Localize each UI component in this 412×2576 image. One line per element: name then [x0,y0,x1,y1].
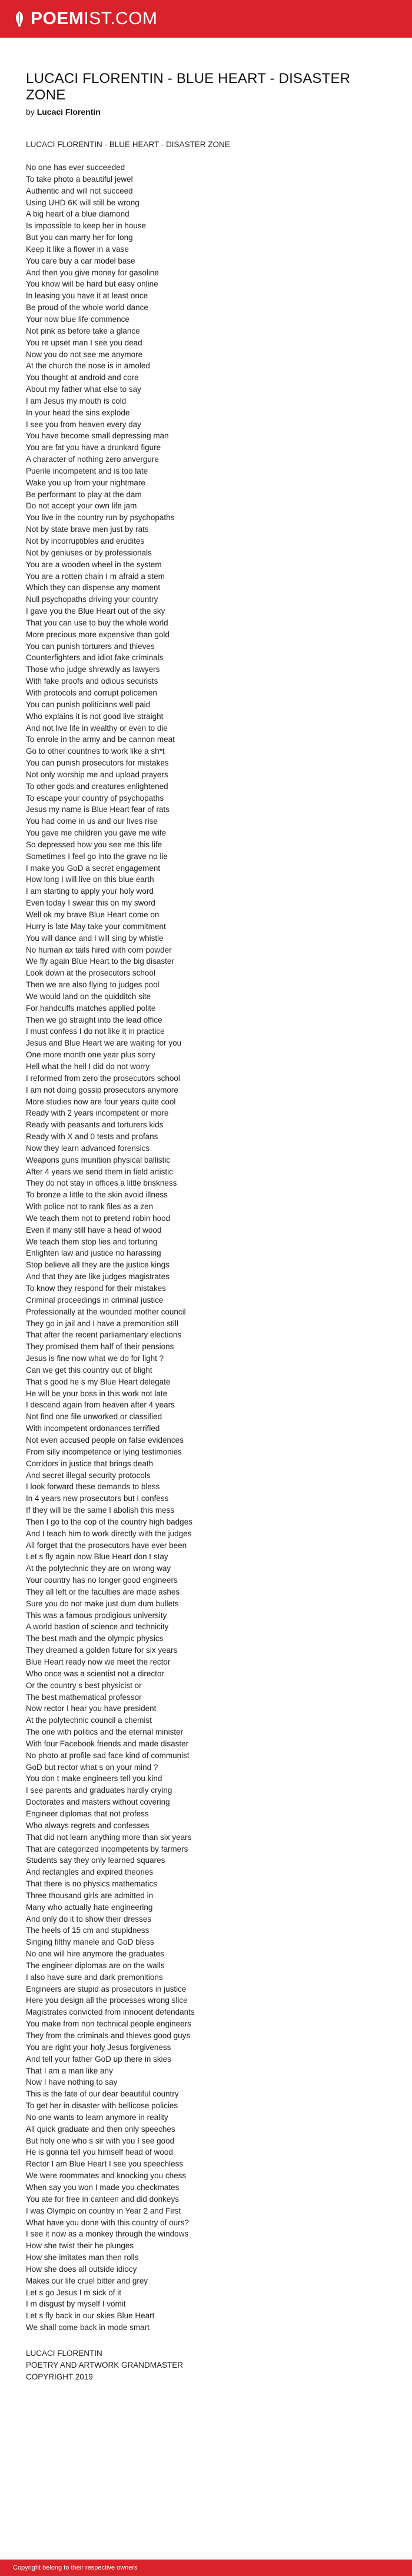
poem-line: You will dance and I will sing by whistle [26,933,164,943]
poem-line: Or the country s best physicist or [26,1680,142,1690]
poem-line: Stop believe all they are the justice kings [26,1260,170,1270]
poem-line: I see parents and graduates hardly crying [26,1786,172,1795]
poem-line: Sometimes I feel go into the grave no lie [26,851,168,861]
poem-line: You gave me children you gave me wife [26,828,167,838]
poem-line: He is gonna tell you himself head of wood [26,2148,173,2157]
poem-line: We were roommates and knocking you chess [26,2171,187,2181]
poem-line: With incompetent ordonances terrified [26,1424,160,1433]
poem-line: Now rector I hear you have president [26,1704,157,1713]
poem-line: Null psychopaths driving your country [26,595,158,604]
poem-line: No photo at profile sad face kind of communist [26,1750,190,1760]
poem-line: Go to other countries to work like a sh*t [26,747,165,756]
poem-inner-title: LUCACI FLORENTIN - BLUE HEART - DISASTER ZONE [26,140,230,149]
poem-line: After 4 years we send them in field artistic [26,1167,173,1176]
poem-line: I make you GoD a secret engagement [26,863,161,873]
poem-line: And not live life in wealthy or even to die [26,723,168,733]
poem-line: Ready with 2 years incompetent or more [26,1109,169,1118]
logo-text [31,9,158,29]
poem-line: Not find one file unworked or classified [26,1412,162,1422]
credit-line: POETRY AND ARTWORK GRANDMASTER [26,2360,184,2369]
poem-line: That after the recent parliamentary elections [26,1330,182,1340]
poem-line: Look down at the prosecutors school [26,969,155,978]
poem-line: You are fat you have a drunkard figure [26,443,161,452]
poem-line: One more month one year plus sorry [26,1050,155,1060]
poem-line: I must confess I do not like it in practice [26,1027,165,1036]
poem-line: Authentic and will not succeed [26,186,133,195]
poem-line: They from the criminals and thieves good guys [26,2031,191,2040]
poem-line: More studies now are four years quite cool [26,1097,176,1106]
poem-line: To take photo a beautiful jewel [26,174,133,184]
poem-line: They promised them half of their pensions [26,1342,174,1352]
poem-line: Sure you do not make just dum dum bullets [26,1599,179,1608]
poem-line: You can punish torturers and thieves [26,641,155,651]
poem-line: Then we are also flying to judges pool [26,980,160,990]
poem-line: But you can marry her for long [26,233,133,242]
poem-line: Hell what the hell I did do not worry [26,1061,150,1071]
poem-line: Blue Heart ready now we meet the rector [26,1658,171,1666]
poem-line: Not even accused people on false evidences [26,1435,184,1445]
poem-line: Weapons guns munition physical ballistic [26,1155,171,1164]
poem-line: They all left or the faculties are made ashes [26,1587,180,1596]
poem-line: Criminal proceedings in criminal justice [26,1295,164,1304]
poem-line: Not by state brave men just by rats [26,525,149,534]
poem-line: To get her in disaster with bellicose policies [26,2101,178,2111]
poem-line: To escape your country of psychopaths [26,793,164,803]
poem-line: You care buy a car model base [26,256,135,265]
poem-line: With four Facebook friends and made disaster [26,1739,189,1748]
poem-line: If they will be the same I abolish this mess [26,1506,175,1515]
poem-line: We teach them not to pretend robin hood [26,1213,171,1223]
poem-line: Makes our life cruel bitter and grey [26,2276,148,2285]
poem-line: GoD but rector what s on your mind ? [26,1762,158,1772]
poem-line: Rector I am Blue Heart I see you speechless [26,2159,184,2169]
poem-line: No one will hire anymore the graduates [26,1949,164,1959]
poem-line: Ready with X and 0 tests and profans [26,1132,158,1141]
poem-line: Now you do not see me anymore [26,350,143,359]
poem-line: When say you won I made you checkmates [26,2182,180,2192]
author-link[interactable]: Lucaci Florentin [36,107,101,117]
poem-line: They do not stay in offices a little briskness [26,1179,177,1188]
poem-line: I look forward these demands to bless [26,1482,160,1492]
poem-line: A world bastion of science and technicity [26,1622,169,1632]
poem-line: We would land on the quidditch site [26,991,151,1001]
poem-line: The best mathematical professor [26,1692,142,1702]
poem-line: Not only worship me and upload prayers [26,770,168,779]
poem-line: I see it now as a monkey through the windows [26,2229,189,2239]
poem-line: Then we go straight into the lead office [26,1015,162,1024]
poem-line: I am Jesus my mouth is cold [26,396,127,405]
credit-line: LUCACI FLORENTIN [26,2348,102,2358]
poem-line: And then you give money for gasoline [26,268,159,277]
poem-line: This was a famous prodigious university [26,1610,167,1620]
poem-line: Enlighten law and justice no harassing [26,1249,161,1258]
poem-line: You make from non technical people engineers [26,2019,191,2029]
poem-line: This is the fate of our dear beautiful country [26,2089,179,2099]
poem-line: I reformed from zero the prosecutors school [26,1073,180,1083]
poem-line: About my father what else to say [26,385,141,394]
poem-line: No human ax tails hired with corn powder [26,945,172,954]
poem-line: You have become small depressing man [26,431,169,441]
site-footer [0,2560,412,2576]
poem-line: I gave you the Blue Heart out of the sky [26,607,165,616]
poem-line: Many who actually hate engineering [26,1902,153,1912]
poem-page [0,38,412,2382]
poem-line: You are a wooden wheel in the system [26,560,162,569]
quill-pen-icon [13,11,26,27]
poem-line: Hurry is late May take your commitment [26,921,166,931]
poem-line: All quick graduate and then only speeches [26,2124,175,2134]
poem-line: No one has ever succeeded [26,163,125,172]
poem-line: In your head the sins explode [26,408,130,417]
poem-line: Doctorates and masters without covering [26,1798,170,1807]
credit-line: COPYRIGHT 2019 [26,2372,93,2381]
poem-line: A character of nothing zero anvergure [26,455,159,464]
poem-line: I also have sure and dark premonitions [26,1972,163,1982]
poem-line: Singing filthy manele and GoD bless [26,1938,154,1947]
poem-line: And rectangles and expired theories [26,1868,154,1877]
poem-line: To bronze a little to the skin avoid illness [26,1190,168,1200]
poem-line: And that they are like judges magistrates [26,1272,170,1282]
poem-line: Not by geniuses or by professionals [26,548,152,557]
byline-prefix: by [26,107,35,117]
poem-line: I descend again from heaven after 4 years [26,1400,175,1410]
page-title: LUCACI FLORENTIN - BLUE HEART - DISASTER ZONE [26,71,351,103]
poem-line: Using UHD 6K will still be wrong [26,198,139,207]
poem-line: You re upset man I see you dead [26,338,142,347]
poem-line: At the polytechnic council a chemist [26,1716,152,1725]
site-logo[interactable] [13,9,158,29]
poem-line: Who once was a scientist not a director [26,1669,164,1678]
poem-line: He will be your boss in this work not late [26,1389,168,1398]
poem-line: Then I go to the cop of the country high badges [26,1517,192,1526]
poem-line: Now I have nothing to say [26,2078,118,2087]
poem-line: Well ok my brave Blue Heart come on [26,910,160,919]
poem-line: You don t make engineers tell you kind [26,1774,162,1783]
poem-line: Jesus and Blue Heart we are waiting for you [26,1039,182,1048]
poem-line: Do not accept your own life jam [26,501,137,511]
poem-line: And tell your father GoD up there in skies [26,2054,171,2064]
poem-line: That you can use to buy the whole world [26,618,168,627]
poem-line: I am starting to apply your holy word [26,887,154,896]
poem-line: We fly again Blue Heart to the big disaster [26,957,174,966]
poem-line: Wake you up from your nightmare [26,478,145,487]
footer-copyright: Copyright belong to their respective owners [13,2564,138,2571]
poem-line: You ate for free in canteen and did donkeys [26,2194,179,2204]
poem-line: And secret illegal security protocols [26,1470,151,1480]
poem-credits [26,2348,386,2383]
poem-line: Students say they only learned squares [26,1856,165,1865]
poem-line: They dreamed a golden future for six years [26,1646,178,1655]
poem-line: Let s fly again now Blue Heart don t stay [26,1552,168,1562]
poem-line: Jesus my name is Blue Heart fear of rats [26,805,170,814]
poem-line: Ready with peasants and torturers kids [26,1120,164,1130]
poem-line: Your country has no longer good engineers [26,1576,178,1585]
poem-line: Those who judge shrewdly as lawyers [26,665,160,674]
poem-line: How she twist their he plunges [26,2241,134,2251]
poem-line: Corridors in justice that brings death [26,1459,154,1468]
poem-line: But holy one who s sir with you I see good [26,2136,175,2145]
poem-line: Puerile incompetent and is too late [26,466,148,475]
poem-line: With police not to rank files as a zen [26,1202,154,1212]
logo-thin: IST.COM [84,9,158,28]
poem-line: Which they can dispense any moment [26,583,161,593]
poem-line: To enrole in the army and be cannon meat [26,735,175,744]
poem-line: From silly incompetence or lying testimonies [26,1447,182,1456]
poem-line: With protocols and corrupt policemen [26,688,157,697]
poem-line: With fake proofs and odious securists [26,677,158,686]
poem-line: That s good he s my Blue Heart delegate [26,1377,171,1386]
byline [26,107,386,117]
poem-line: In 4 years new prosecutors but I confess [26,1494,169,1503]
poem-line: You are right your holy Jesus forgiveness [26,2042,171,2052]
poem-line: In leasing you have it at least once [26,291,148,301]
poem-line: The engineer diplomas are on the walls [26,1961,165,1970]
poem-line: Keep it like a flower in a vase [26,244,129,254]
site-header [0,0,412,38]
poem-line: Counterfighters and idiot fake criminals [26,653,164,663]
poem-line: Here you design all the processes wrong slice [26,1996,188,2005]
poem-line: You can punish prosecutors for mistakes [26,758,169,768]
poem-line: You know will be hard but easy online [26,279,158,289]
poem-line: To other gods and creatures enlightened [26,781,168,791]
poem-line: Let s fly back in our skies Blue Heart [26,2311,155,2321]
poem-line: Who explains it is not good live straight [26,711,164,721]
poem-line: And I teach him to work directly with the judges [26,1529,192,1538]
logo-bold: POEM [31,9,84,28]
poem-line: I was Olympic on country in Year 2 and First [26,2206,181,2215]
poem-line: Not by incorruptibles and erudites [26,537,145,545]
poem-body [26,162,386,2334]
poem-line: Engineers are stupid as prosecutors in justice [26,1984,187,1993]
poem-line: Can we get this country out of blight [26,1365,152,1374]
poem-line: You had come in us and our lives rise [26,817,158,826]
poem-line: You live in the country run by psychopaths [26,513,175,522]
poem-line: No one wants to learn anymore in reality [26,2112,168,2122]
poem-line: That I am a man like any [26,2066,113,2075]
poem-line: More precious more expensive than gold [26,630,170,639]
poem-line: How she does all outside idiocy [26,2264,137,2274]
poem-line: All forget that the prosecutors have ever been [26,1540,187,1550]
poem-line: Even today I swear this on my sword [26,898,155,908]
poem-line: The one with politics and the eternal minister [26,1728,184,1737]
poem-line: That did not learn anything more than six years [26,1832,192,1842]
poem-line: You are a rotten chain I m afraid a stem [26,571,165,581]
poem-line: To know they respond for their mistakes [26,1284,166,1293]
poem-line: Jesus is fine now what we do for light ? [26,1354,164,1363]
poem-line: At the polytechnic they are on wrong way [26,1564,171,1573]
poem-line: How long I will live on this blue earth [26,875,154,884]
poem-line: The heels of 15 cm and stupidness [26,1926,149,1935]
poem-line: Let s go Jesus I m sick of it [26,2288,122,2297]
poem-line: They go in jail and I have a premonition still [26,1319,178,1328]
poem-line: What have you done with this country of ours? [26,2218,189,2227]
poem-line: Now they learn advanced forensics [26,1143,150,1153]
poem-line: That are categorized incompetents by farmers [26,1844,188,1853]
poem-line: And only do it to show their dresses [26,1914,152,1923]
poem-line: Magistrates convicted from innocent defendants [26,2008,195,2017]
poem-line: I m disgust by myself I vomit [26,2299,126,2309]
poem-line: Be proud of the whole world dance [26,303,148,312]
poem-line: I see you from heaven every day [26,420,141,429]
poem-line: Your now blue life commence [26,314,129,324]
poem-line: Be performant to play at the dam [26,490,142,499]
poem-line: How she imitates man then rolls [26,2253,139,2262]
poem-line: Who always regrets and confesses [26,1820,149,1830]
poem-line: A big heart of a blue diamond [26,209,129,219]
poem-line: Three thousand girls are admitted in [26,1891,154,1900]
poem-line: Is impossible to keep her in house [26,221,147,231]
poem-line: At the church the nose is in amoled [26,361,150,371]
poem-line: I am not doing gossip prosecutors anymore [26,1085,178,1094]
poem-line: We shall come back in mode smart [26,2323,149,2332]
poem-line: Even if many still have a head of wood [26,1225,162,1234]
poem-line: For handcuffs matches applied polite [26,1003,156,1013]
poem-line: We teach them stop lies and torturing [26,1237,158,1246]
poem-line: Professionally at the wounded mother council [26,1307,186,1316]
poem-line: So depressed how you see me this life [26,840,162,849]
poem-line: You thought at android and core [26,373,139,382]
poem-line: That there is no physics mathematics [26,1879,157,1889]
poem-line: The best math and the olympic physics [26,1634,164,1643]
poem-line: Engineer diplomas that not profess [26,1809,149,1818]
poem-line: You can punish politicians well paid [26,700,151,709]
poem-line: Not pink as before take a glance [26,326,140,335]
